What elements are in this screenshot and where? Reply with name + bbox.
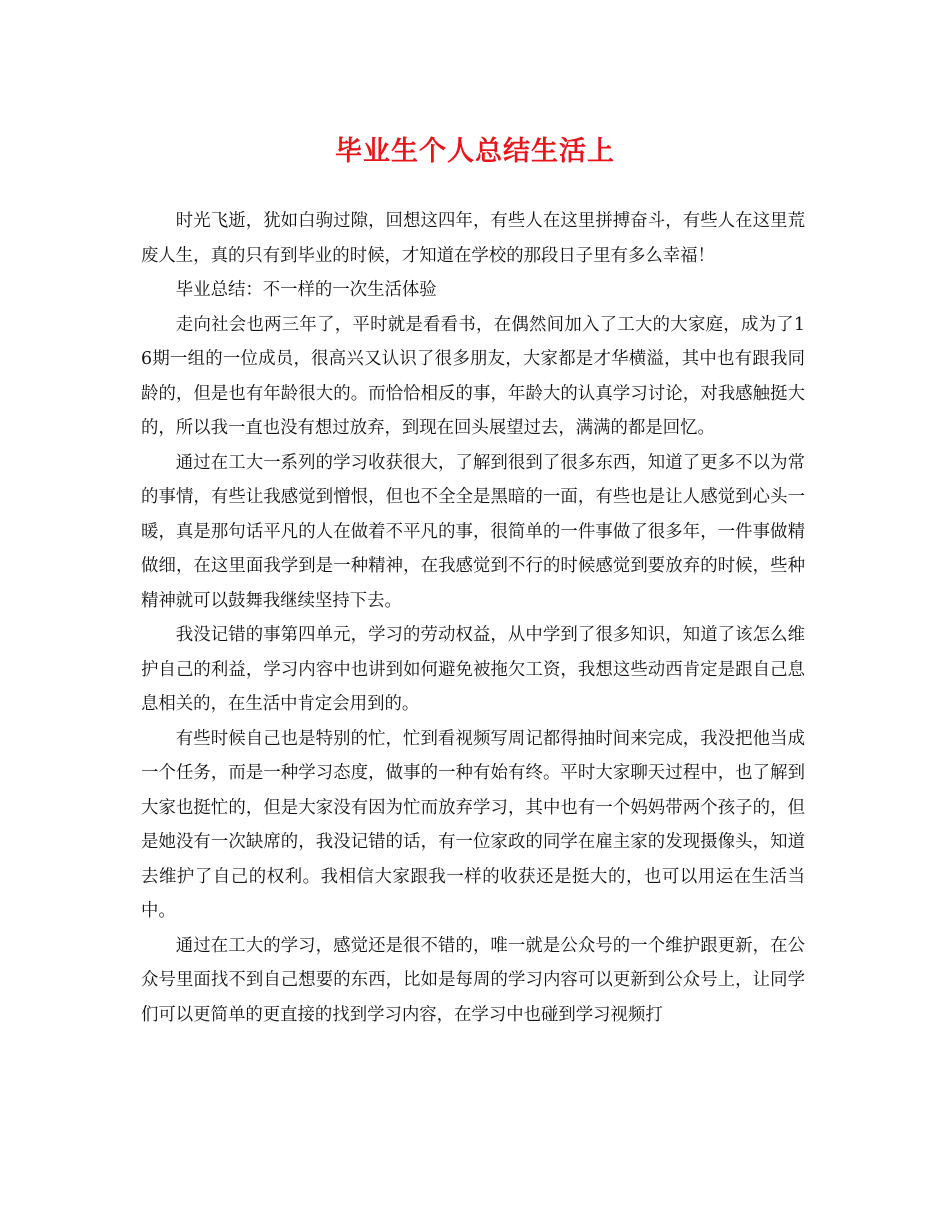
document-body — [141, 204, 805, 1032]
paragraph-feedback: 通过在工大的学习，感觉还是很不错的，唯一就是公众号的一个维护跟更新，在公众号里面找不到自己想要的东西，比如是每周的学习内容可以更新到公众号上，让同学们可以更简单的更直接的找到学习内容，在学习中也碰到学习视频打 — [141, 935, 805, 1025]
paragraph-intro: 时光飞逝，犹如白驹过隙，回想这四年，有些人在这里拼搏奋斗，有些人在这里荒废人生，真的只有到毕业的时候，才知道在学校的那段日子里有多么幸福！ — [141, 211, 805, 266]
paragraph-busy: 有些时候自己也是特别的忙，忙到看视频写周记都得抽时间来完成，我没把他当成一个任务，而是一种学习态度，做事的一种有始有终。平时大家聊天过程中，也了解到大家也挺忙的，但是大家没有因为忙而放弃学习，其中也有一个妈妈带两个孩子的，但是她没有一次缺席的，我没记错的话，有一位家政的同学在雇主家的发现摄像头，知道去维护了自己的权利。我相信大家跟我一样的收获还是挺大的，也可以用运在生活当中。 — [141, 728, 805, 921]
page-title: 毕业生个人总结生活上 — [335, 136, 615, 167]
paragraph-labor-rights: 我没记错的事第四单元，学习的劳动权益，从中学到了很多知识，知道了该怎么维护自己的利益，学习内容中也讲到如何避免被拖欠工资，我想这些动西肯定是跟自己息息相关的，在生活中肯定会用到的。 — [141, 625, 805, 714]
paragraph-joining: 走向社会也两三年了，平时就是看看书，在偶然间加入了工大的大家庭，成为了16期一组的一位成员，很高兴又认识了很多朋友，大家都是才华横溢，其中也有跟我同龄的，但是也有年龄很大的。而恰恰相反的事，年龄大的认真学习讨论，对我感触挺大的，所以我一直也没有想过放弃，到现在回头展望过去，满满的都是回忆。 — [141, 314, 805, 438]
paragraph-learning: 通过在工大一系列的学习收获很大，了解到很到了很多东西，知道了更多不以为常的事情，有些让我感觉到憎恨，但也不全全是黑暗的一面，有些也是让人感觉到心头一暖，真是那句话平凡的人在做着不平凡的事，很简单的一件事做了很多年，一件事做精做细，在这里面我学到是一种精神，在我感觉到不行的时候感觉到要放弃的时候，些种精神就可以鼓舞我继续坚持下去。 — [141, 452, 805, 611]
paragraph-subheading: 毕业总结：不一样的一次生活体验 — [175, 280, 437, 300]
